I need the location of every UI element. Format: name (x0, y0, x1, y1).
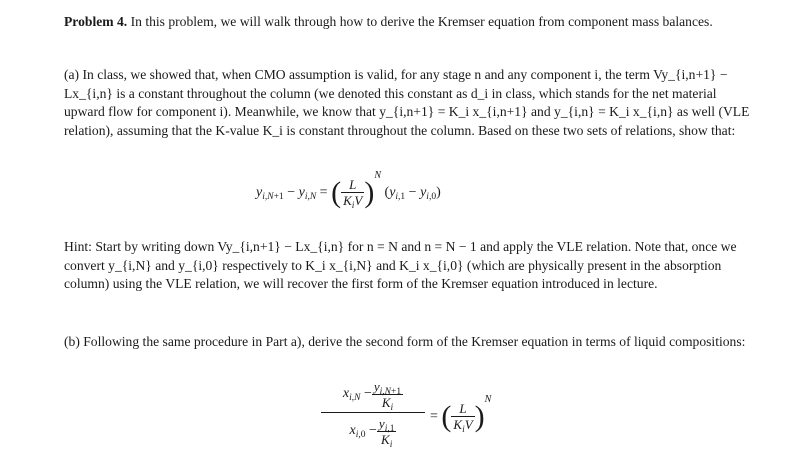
problem-label: Problem 4. (64, 14, 128, 29)
problem-intro (64, 13, 754, 32)
equation-second-form: $x_{i,N}$ − $\frac{y_{i,N+1}}{K_i}$ $x_{i,0}$ − $\frac{y_{i,1}}{K_i}$ = ( $\frac{L}{K_iV}$ )$^N$ (320, 378, 510, 450)
part-a-text: (a) In class, we showed that, when CMO assumption is valid, for any stage n and any component i, the term Vy_{i,n+1} − Lx_{i,n} is a constant throughout the column (we denoted this constant as d_i in class, which stands for the net material upward flow for component i). Meanwhile, we know that y_{i,n+1} = K_i x_{i,n+1} and y_{i,n} = K_i x_{i,n} as well (VLE relation), assuming that the K-value K_i is constant throughout the column. Based on these two sets of relations, show that: (64, 67, 750, 138)
hint-text: Hint: Start by writing down Vy_{i,n+1} − Lx_{i,n} for n = N and n = N − 1 and apply the VLE relation. Note that, once we convert y_{i,N} and y_{i,0} respectively to K_i x_{i,N} and K_i x_{i,0} (which are physically present in the absorption column) using the VLE relation, we will recover the first form of the Kremser equation introduced in lecture. (64, 239, 737, 291)
problem-intro-text: In this problem, we will walk through how to derive the Kremser equation from component mass balances. (130, 14, 713, 29)
equation-first-form: $y_{i,N+1} - y_{i,N}$ = ( $\frac{L}{K_iV}$ )$^N$ $(y_{i,1} - y_{i,0})$ (256, 170, 441, 212)
part-b-text: (b) Following the same procedure in Part a), derive the second form of the Kremser equation in terms of liquid compositions: (64, 334, 746, 349)
